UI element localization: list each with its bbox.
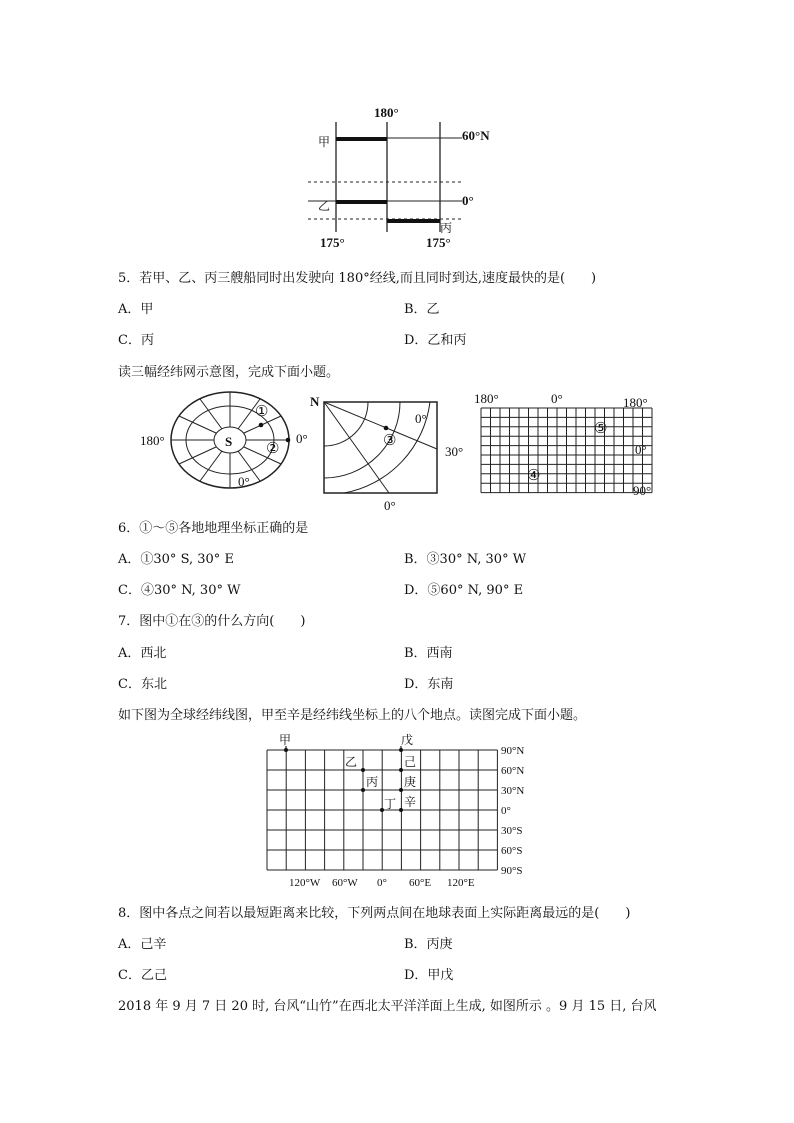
lon-label-120e: 120°E [447, 877, 475, 889]
point-ji: 己 [404, 755, 417, 769]
quarter-lat-30: 30° [445, 444, 464, 459]
lon-label-0: 0° [377, 877, 387, 889]
q8-option-c[interactable]: C．乙己 [118, 968, 167, 983]
lat-label-60n: 60°N [501, 765, 525, 777]
lon-label-60w: 60°W [332, 877, 358, 889]
quarter-pole-label: N [310, 394, 320, 409]
typhoon-intro: 2018 年 9 月 7 日 20 时, 台风“山竹”在西北太平洋洋面上生成, 如图所示 。9 月 15 日, 台风 [118, 999, 657, 1014]
q5-option-b[interactable]: B．乙 [404, 302, 440, 317]
label-0: 0° [462, 193, 474, 208]
q5-option-d[interactable]: D．乙和丙 [404, 333, 467, 348]
intro-three-grids: 读三幅经纬网示意图，完成下面小题。 [118, 365, 340, 380]
q6-stem: 6．①～⑤各地地理坐标正确的是 [118, 521, 309, 536]
q6-option-b[interactable]: B．③30° N, 30° W [404, 552, 527, 567]
label-jia: 甲 [318, 135, 331, 149]
grid-lon-180-left: 180° [474, 391, 499, 406]
lat-label-90s: 90°S [501, 865, 523, 877]
label-175-left: 175° [320, 235, 345, 250]
label-60n: 60°N [462, 128, 490, 143]
grid-lon-0-top: 0° [551, 391, 563, 406]
grid-lat-0: 0° [635, 442, 647, 457]
q7-option-b[interactable]: B．西南 [404, 646, 453, 661]
point-ding: 丁 [384, 797, 397, 811]
rect-grid [474, 391, 652, 498]
polar-grid-south [140, 392, 308, 489]
q7-stem: 7．图中①在③的什么方向( ) [118, 614, 306, 629]
grid-lon-180-right: 180° [623, 395, 648, 410]
q7-option-c[interactable]: C．东北 [118, 677, 167, 692]
lon-label-60e: 60°E [409, 877, 432, 889]
label-175-right: 175° [426, 235, 451, 250]
point-bing: 丙 [366, 775, 379, 789]
q5-stem: 5．若甲、乙、丙三艘船同时出发驶向 180°经线,而且同时到达,速度最快的是( ) [118, 271, 597, 286]
q8-stem: 8．图中各点之间若以最短距离来比较，下列两点间在地球表面上实际距离最远的是( ) [118, 906, 631, 921]
polar-point-1: ① [255, 404, 269, 420]
q7-option-d[interactable]: D．东南 [404, 677, 454, 692]
q8-option-b[interactable]: B．丙庚 [404, 937, 453, 952]
q5-option-a[interactable]: A．甲 [118, 302, 154, 317]
figure-global-grid [260, 730, 540, 890]
point-yi: 乙 [345, 755, 358, 769]
q8-option-a[interactable]: A．己辛 [118, 937, 167, 952]
q5-option-c[interactable]: C．丙 [118, 333, 154, 348]
lat-label-0: 0° [501, 805, 511, 817]
grid-lat-90: 90° [633, 483, 652, 498]
quarter-lon-0-bottom: 0° [384, 498, 396, 513]
polar-lon-0-right: 0° [296, 431, 308, 446]
q6-option-a[interactable]: A．①30° S, 30° E [118, 552, 234, 567]
label-bing: 丙 [440, 221, 453, 235]
label-yi: 乙 [318, 199, 331, 213]
polar-point-2: ② [266, 441, 280, 457]
q6-option-c[interactable]: C．④30° N, 30° W [118, 583, 241, 598]
label-180: 180° [374, 105, 399, 120]
point-jia: 甲 [279, 733, 292, 747]
polar-lon-0-bottom: 0° [238, 474, 250, 489]
lat-label-30n: 30°N [501, 785, 525, 797]
q8-option-d[interactable]: D．甲戊 [404, 968, 454, 983]
figure-three-grids [138, 388, 668, 513]
figure-ship-routes [300, 102, 500, 254]
polar-pole-label: S [225, 434, 233, 449]
grid-point-4: ④ [527, 468, 541, 484]
grid-point-5: ⑤ [594, 421, 608, 437]
lon-label-120w: 120°W [289, 877, 321, 889]
q6-option-d[interactable]: D．⑤60° N, 90° E [404, 583, 524, 598]
lat-label-60s: 60°S [501, 845, 523, 857]
lat-label-30s: 30°S [501, 825, 523, 837]
q7-option-a[interactable]: A．西北 [118, 646, 167, 661]
point-xin: 辛 [404, 795, 417, 809]
polar-lon-180: 180° [140, 433, 165, 448]
point-wu: 戊 [401, 733, 414, 747]
lat-label-90n: 90°N [501, 745, 525, 757]
intro-global-grid: 如下图为全球经纬线图，甲至辛是经纬线坐标上的八个地点。读图完成下面小题。 [118, 708, 587, 723]
quarter-point-3: ③ [383, 433, 397, 449]
point-geng: 庚 [404, 775, 417, 789]
quarter-lon-0-inner: 0° [415, 411, 427, 426]
quarter-grid-north [310, 394, 463, 513]
